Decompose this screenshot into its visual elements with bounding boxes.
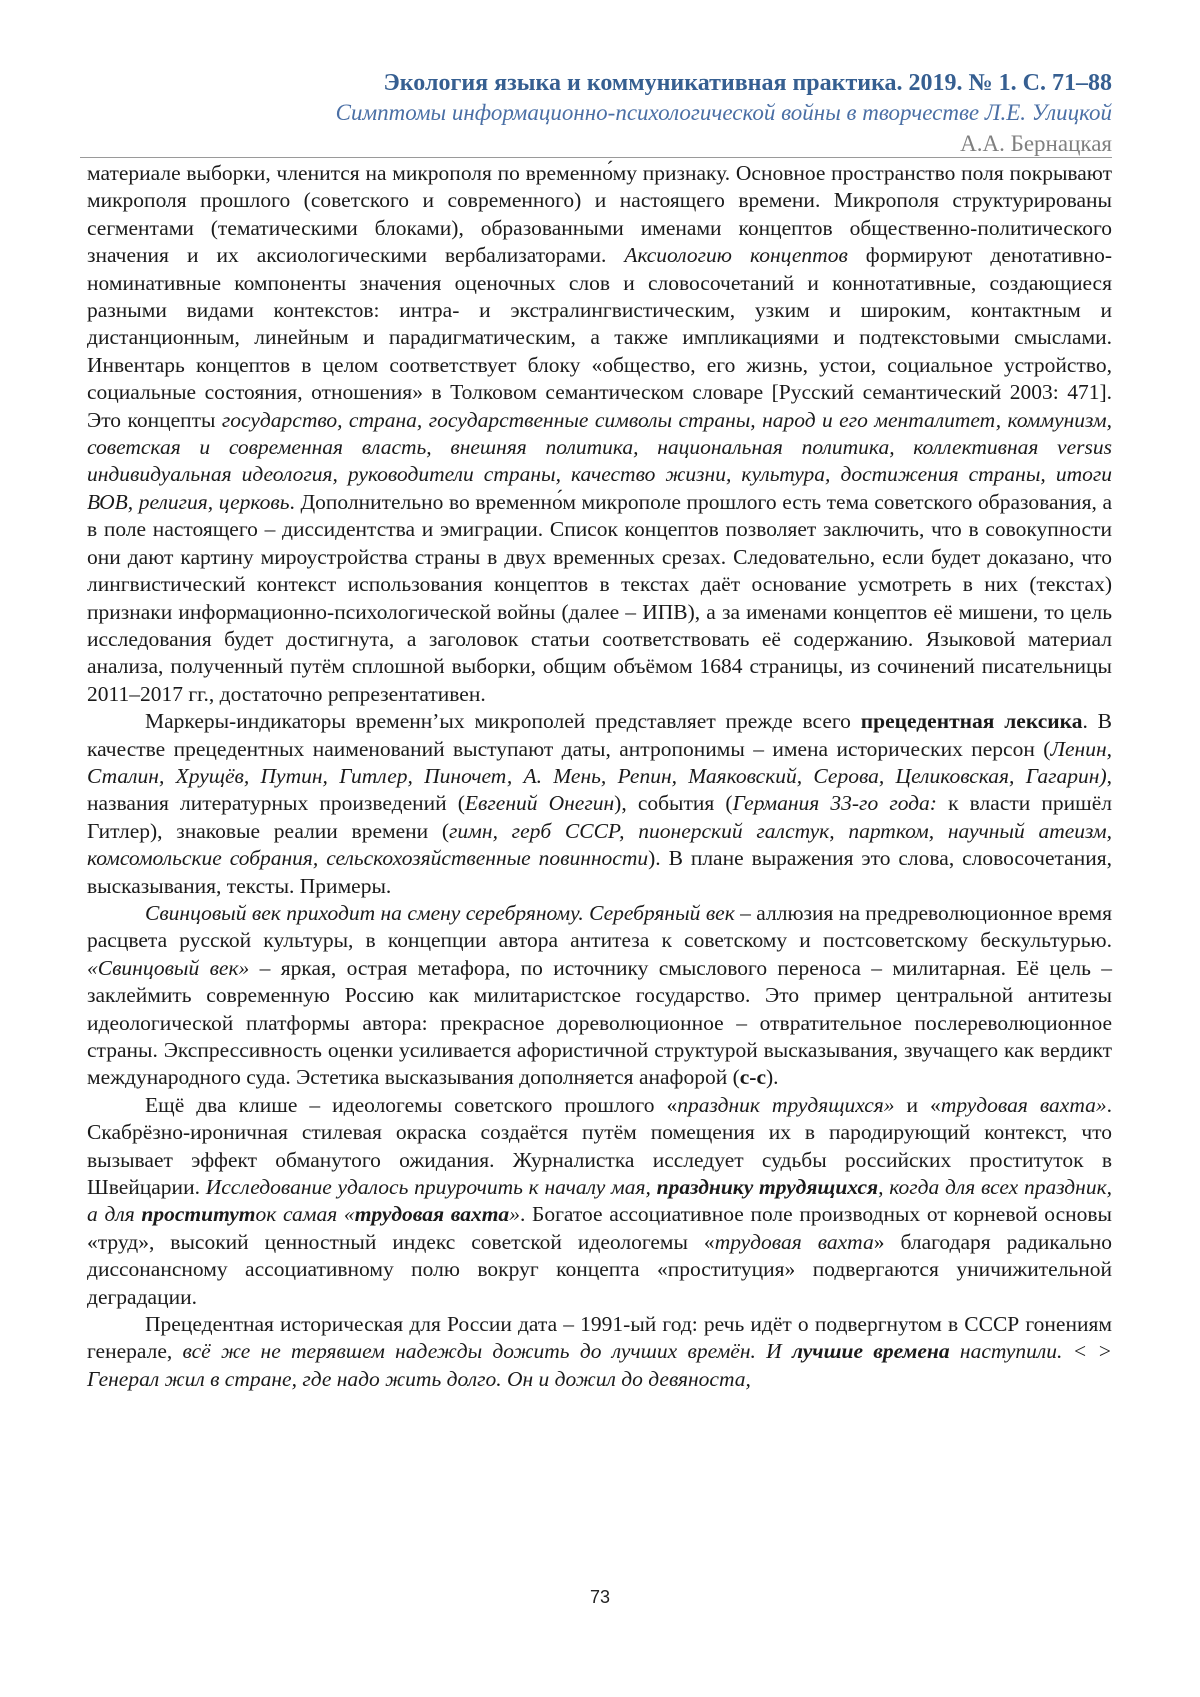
text-run: – яркая, острая метафора, по источнику смыслового переноса – милитарная. Её цель – заклеймить современную Россию как милитаристское государство. Это пример центральной антитезы идеологической платформы автора: прекрасное дореволюционное – отвратительное послереволюционное страны. Экспрессивность оценки усиливается афористичной структурой высказывания, звучащего как вердикт международного суда. Эстетика высказывания дополняется анафорой ( bbox=[87, 955, 1112, 1090]
body-paragraph bbox=[87, 1092, 1112, 1311]
text-run: проститут bbox=[141, 1202, 256, 1227]
text-run: , названия литературных произведений ( bbox=[87, 763, 1112, 816]
text-run: и « bbox=[894, 1092, 941, 1117]
journal-running-head: Экология языка и коммуникативная практика. 2019. № 1. С. 71–88 bbox=[383, 70, 1112, 96]
author-running-head: А.А. Бернацкая bbox=[960, 131, 1112, 156]
text-run: ). В плане выражения это слова, словосочетания, высказывания, тексты. Примеры. bbox=[87, 846, 1112, 898]
text-run: » bbox=[509, 1202, 520, 1227]
text-run: Прецедентная историческая для России дата – 1991-ый год: речь идёт о подвергнутом в СССР гонениям генерале, bbox=[87, 1312, 1112, 1364]
text-run: наступили. < > Генерал жил в стране, где надо жить долго. Он и дожил до девяноста, bbox=[87, 1339, 1112, 1391]
text-run: Аксиологию концептов bbox=[624, 243, 848, 268]
text-run: к власти пришёл Гитлер), знаковые реалии времени ( bbox=[87, 791, 1112, 843]
text-run: Ещё два клише – идеологемы советского прошлого « bbox=[145, 1092, 678, 1117]
text-run: празднику трудящихся bbox=[656, 1175, 879, 1200]
article-running-title: Симптомы информационно-психологической войны в творчестве Л.Е. Улицкой bbox=[335, 100, 1112, 125]
text-run: государство, страна, государственные символы страны, народ и его менталитет, коммунизм, советская и современная власть, внешняя политика, национальная политика, коллективная versus индивидуальная идеология, руководители страны, качество жизни, культура, достижения страны, итоги ВОВ, религия, церковь bbox=[87, 407, 1113, 514]
text-run: Свинцовый век приходит на смену серебряному. Серебряный век bbox=[145, 900, 735, 925]
text-run: . Богатое ассоциативное поле производных от корневой основы «труд», высокий ценностный индекс советской идеологемы « bbox=[87, 1202, 1112, 1254]
text-run: Ленин, Сталин, Хрущёв, Путин, Гитлер, Пиночет, А. Мень, Репин, Маяковский, Серова, Целиковская, Гагарин) bbox=[87, 736, 1112, 788]
text-run: . В качестве прецедентных наименований выступают даты, антропонимы – имена исторических персон ( bbox=[87, 709, 1112, 761]
body-paragraph bbox=[87, 708, 1112, 900]
text-run: «Свинцовый век» bbox=[87, 955, 250, 980]
text-run: » благодаря радикально диссонансному ассоциативному полю вокруг концепта «проституция» подвергаются уничижительной деградации. bbox=[87, 1229, 1113, 1309]
text-run: материале выборки, членится на микрополя по временно́му признаку. Основное пространство поля покрывают микрополя прошлого (советского и современного) и настоящего времени. Микрополя структурированы сегментами (тематическими блоками), образованными именами концептов общественно-политического значения и их аксиологическими вербализаторами. bbox=[87, 161, 1112, 268]
text-run: – аллюзия на предреволюционное время расцвета русской культуры, в концепции автора антитеза к советскому и постсоветскому бескультурью. bbox=[87, 900, 1112, 953]
text-run: Маркеры-индикаторы временн’ых микрополей представляет прежде всего bbox=[145, 709, 861, 734]
body-paragraph bbox=[87, 1311, 1112, 1393]
text-run: прецедентная лексика bbox=[860, 709, 1083, 734]
text-run: гимн, герб СССР, пионерский галстук, партком, научный атеизм, комсомольские собрания, сельскохозяйственные повинности bbox=[87, 818, 1112, 871]
body-paragraph bbox=[87, 160, 1112, 708]
text-run: Исследование удалось приурочить к началу мая, bbox=[205, 1175, 657, 1200]
text-run: трудовая вахта bbox=[714, 1229, 874, 1254]
text-run: ). bbox=[766, 1065, 779, 1090]
article-body bbox=[87, 160, 1112, 1393]
text-run: Евгений Онегин bbox=[464, 791, 615, 816]
text-run: , когда для всех праздник, а для bbox=[87, 1175, 1113, 1227]
body-paragraph bbox=[87, 900, 1112, 1092]
text-run: Германия 33-го года: bbox=[732, 791, 937, 816]
text-run: ок самая « bbox=[255, 1202, 355, 1227]
header-divider bbox=[80, 157, 1112, 158]
text-run: праздник трудящихся» bbox=[677, 1092, 895, 1117]
page-number: 73 bbox=[589, 1587, 611, 1607]
text-run: ), события ( bbox=[614, 791, 733, 816]
text-run: формируют денотативно-номинативные компоненты значения оценочных слов и словосочетаний и коннотативные, создающиеся разными видами контекстов: интра- и экстралингвистическим, узким и широким, контактным и дистанционным, линейным и парадигматическим, а также импликациями и подтекстовыми смыслами. Инвентарь концептов в целом соответствует блоку «общество, его жизнь, устои, социальное устройство, социальные состояния, отношения» в Толковом семантическом словаре [Русский семантический 2003: 471]. Это концепты bbox=[87, 243, 1112, 432]
text-run: . Дополнительно во временно́м микрополе прошлого есть тема советского образования, а в поле настоящего – диссидентства и эмиграции. Список концептов позволяет заключить, что в совокупности они дают картину мироустройства страны в двух временных срезах. Следовательно, если будет доказано, что лингвистический контекст использования концептов в текстах даёт основание усмотреть в них (текстах) признаки информационно-психологической войны (далее – ИПВ), а за именами концептов её мишени, то цель исследования будет достигнута, а заголовок статьи соответствовать её содержанию. Языковой материал анализа, полученный путём сплошной выборки, общим объёмом 1684 страницы, из сочинений писательницы 2011–2017 гг., достаточно репрезентативен. bbox=[87, 489, 1113, 706]
text-run: всё же не терявшем надежды дожить до лучших времён. И bbox=[182, 1339, 792, 1364]
text-run: трудовая вахта» bbox=[940, 1092, 1107, 1117]
text-run: лучшие времена bbox=[792, 1339, 950, 1364]
text-run: с-с bbox=[739, 1065, 767, 1090]
text-run: трудовая вахта bbox=[354, 1202, 510, 1227]
text-run: . Скабрёзно-ироничная стилевая окраска создаётся путём помещения их в пародирующий контекст, что вызывает эффект обманутого ожидания. Журналистка исследует судьбы российских проституток в Швейцарии. bbox=[87, 1092, 1112, 1200]
